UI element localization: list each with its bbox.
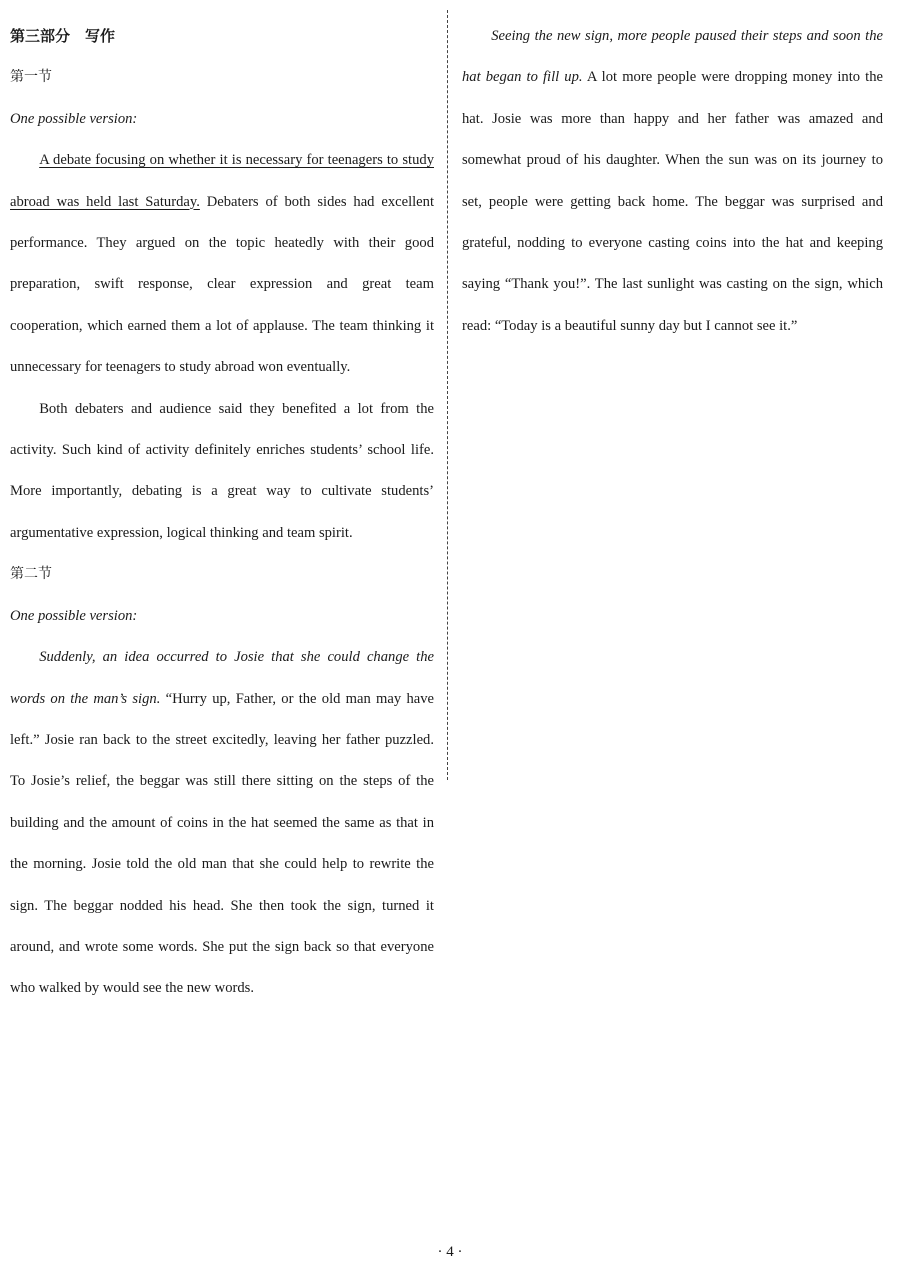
column-divider: [447, 10, 448, 780]
right-column: [462, 16, 883, 347]
section-title: 第三部分 写作: [10, 27, 116, 45]
essay2-paragraph-1-body: “Hurry up, Father, or the old man may have left.” Josie ran back to the street excitedly, leaving her father puzzled. To Josie’s relief, the beggar was still there sitting on the steps of the building and the amount of coins in the hat seemed the same as that in the morning. Josie told the old man that she could help to rewrite the sign. The beggar nodded his head. She then took the sign, turned it around, and wrote some words. She put the sign back so that everyone who walked by would see the new words.: [10, 690, 434, 997]
essay1-paragraph-1-body: Debaters of both sides had excellent performance. They argued on the topic heatedly with their good preparation, swift response, clear expression and great team cooperation, which earned them a lot of applause. The team thinking it unnecessary for teenagers to study abroad won eventually.: [10, 193, 435, 376]
page-number: · 4 ·: [437, 1244, 463, 1260]
essay2-paragraph-2-body: A lot more people were dropping money into the hat. Josie was more than happy and her father was amazed and somewhat proud of his daughter. When the sun was on its journey to set, people were getting back home. The beggar was surprised and grateful, nodding to everyone casting coins into the hat and keeping saying “Thank you!”. The last sunlight was casting on the sign, which read: “Today is a beautiful sunny day but I cannot see it.”: [462, 69, 883, 334]
essay1-paragraph-1: [10, 140, 434, 388]
essay2-paragraph-2: [462, 16, 883, 347]
essay1-paragraph-2: Both debaters and audience said they benefited a lot from the activity. Such kind of activity definitely enriches students’ school life. More importantly, debating is a great way to cultivate students’ argumentative expression, logical thinking and team spirit.: [10, 400, 434, 541]
essay2-paragraph-1-start: [10, 637, 434, 1010]
essay2-given-opening-2: Seeing the new sign, more people paused their steps and soon the hat began to fill up.: [462, 28, 883, 86]
essay1-opening-sentence: A debate focusing on whether it is necessary for teenagers to study abroad was held last Saturday.: [10, 152, 434, 210]
version-label: One possible version:: [10, 110, 138, 127]
left-column: [10, 16, 434, 1010]
essay2-given-opening-1: Suddenly, an idea occurred to Josie that she could change the words on the man’s sign.: [10, 649, 434, 707]
part-one-heading: 第一节: [10, 69, 52, 86]
version-label-2: One possible version:: [10, 607, 138, 624]
part-two-heading: 第二节: [10, 566, 52, 583]
